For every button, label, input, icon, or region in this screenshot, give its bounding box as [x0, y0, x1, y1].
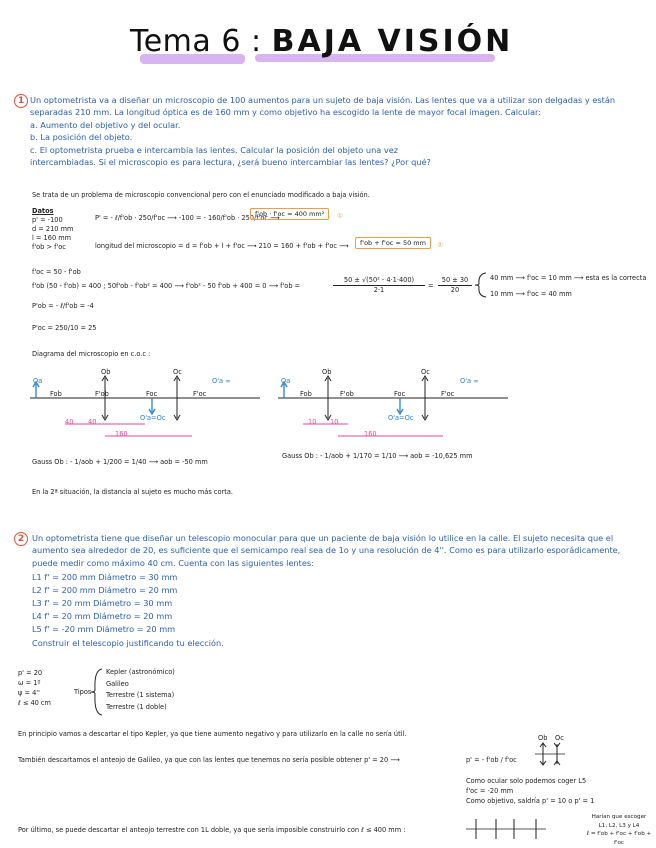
result-box-1: f'ob · f'oc = 400 mm²: [250, 208, 329, 220]
lens-item: L1 f' = 200 mm Diámetro = 30 mm: [32, 572, 178, 583]
dato: ψ = 4'': [18, 689, 40, 697]
frac2-den: 20: [450, 286, 460, 294]
side-note: L1, L2, L3 y L4: [598, 822, 640, 829]
d1-fob: Fob: [50, 390, 62, 398]
result-box-2: f'ob + f'oc = 50 mm: [355, 237, 431, 249]
dato: p' = 20: [18, 669, 43, 677]
datos-label: Datos: [32, 207, 54, 215]
p1-intro: Se trata de un problema de microscopio convencional pero con el enunciado modificado a baja visión.: [32, 191, 370, 199]
p2-side-notes: [466, 776, 594, 806]
lens-item: L5 f' = -20 mm Diámetro = 20 mm: [32, 624, 176, 635]
d1-fpoc: F'oc: [193, 390, 207, 398]
p1-line: c. El optometrista prueba e intercambia las lentes. Calcular la posición del objeto una vez: [30, 144, 399, 155]
d1-dist-3: 160: [115, 430, 128, 438]
p1-line: a. Aumento del objetivo y del ocular.: [30, 119, 181, 130]
d2-fpoc: F'oc: [441, 390, 455, 398]
side-note: ℓ = f'ob + f'oc + f'ob + f'oc: [586, 831, 652, 846]
tipo-item: Terrestre (1 sistema): [106, 691, 175, 699]
brace-icon: [474, 272, 488, 298]
p1-eq4: f'ob (50 - f'ob) = 400 ; 50f'ob - f'ob² = 400 ⟶ f'ob² - 50 f'ob + 400 = 0 ⟶ f'ob =: [32, 282, 301, 290]
d2-fpob: F'ob: [340, 390, 354, 398]
d2-dist-3: 160: [364, 430, 377, 438]
p2-line2-eq: p' = - f'ob / f'oc: [466, 756, 517, 764]
dato: l = 160 mm: [32, 234, 72, 242]
p2-line1: En principio vamos a descartar el tipo Kepler, ya que tiene aumento negativo y para utilizarlo en la calle no sería útil.: [18, 730, 407, 738]
frac-den: 2·1: [373, 286, 385, 294]
problem-2-number: 2: [14, 532, 28, 546]
d1-oc: Oc: [173, 368, 182, 376]
title-main: BAJA VISIÓN: [271, 24, 514, 59]
p2-datos: [18, 668, 51, 708]
p2-side-notes-2: [584, 813, 654, 847]
p2-line2: También descartamos el anteojo de Galileo, ya que con las lentes que tenemos no sería posible obtener p' = 20 ⟶: [18, 756, 400, 764]
p1-eq2: longitud del microscopio = d = f'ob + l + f'oc ⟶ 210 = 160 + f'ob + f'oc ⟶: [95, 242, 349, 250]
sol-1: 40 mm ⟶ f'oc = 10 mm ⟶ esta es la correcta: [490, 274, 647, 282]
p1-datos: [32, 207, 73, 252]
p1-line: intercambiadas. Si el microscopio es para lectura, ¿será bueno intercambiar las lentes? ¿Por qué?: [30, 157, 431, 168]
d2-fob: Fob: [300, 390, 312, 398]
side-note: f'oc = -20 mm: [466, 787, 514, 795]
dato: p' = -100: [32, 216, 63, 224]
title-prefix: Tema 6: [130, 24, 241, 59]
diagram-label: Diagrama del microscopio en c.o.c :: [32, 350, 151, 358]
frac-num: 50 ± √(50² - 4·1·400): [333, 276, 425, 286]
d2-image-label: O'a=Oc: [388, 414, 414, 422]
side-note: Harían que escoger: [591, 814, 647, 820]
gauss-2: Gauss Ob : - 1/aob + 1/170 = 1/10 ⟶ aob = -10,625 mm: [282, 452, 473, 460]
lens-item: L3 f' = 20 mm Diámetro = 30 mm: [32, 598, 173, 609]
d2-foc: Foc: [394, 390, 406, 398]
lens-item: L2 f' = 200 mm Diámetro = 20 mm: [32, 585, 178, 596]
galileo-lenses-sketch: [535, 742, 565, 766]
p1-conclusion: En la 2ª situación, la distancia al sujeto es mucho más corta.: [32, 488, 233, 496]
d1-foc: Foc: [146, 390, 158, 398]
tipo-item: Kepler (astronómico): [106, 668, 175, 676]
p1-eq5: P'ob = - ℓ/f'ob = -4: [32, 302, 94, 310]
sol-2: 10 mm ⟶ f'oc = 40 mm: [490, 290, 572, 298]
p1-eq6: P'oc = 250/10 = 25: [32, 324, 97, 332]
dato: d = 210 mm: [32, 225, 74, 233]
gauss-1: Gauss Ob : - 1/aob + 1/200 = 1/40 ⟶ aob = -50 mm: [32, 458, 208, 466]
problem-1-number: 1: [14, 94, 28, 108]
dato: ω = 1º: [18, 679, 41, 687]
d2-left-label: Oa: [281, 377, 291, 385]
p1-eq4-frac: [333, 276, 425, 295]
d1-fpob: F'ob: [95, 390, 109, 398]
p1-eq4-frac2: [438, 276, 472, 295]
terrestrial-lenses-sketch: [466, 816, 546, 842]
p2-line: Un optometrista tiene que diseñar un telescopio monocular para que un paciente de baja visión lo utilice en la calle. El sujeto necesita que el: [32, 533, 614, 543]
p1-line: b. La posición del objeto.: [30, 132, 133, 143]
d1-dist-2: 40: [88, 418, 97, 426]
problem-1-statement: [30, 94, 646, 168]
side-note: Como objetivo, saldría p' = 10 o p' = 1: [466, 797, 595, 805]
p1-eq3: f'oc = 50 - f'ob: [32, 268, 81, 276]
frac2-num: 50 ± 30: [438, 276, 472, 286]
eq-sign: =: [428, 282, 434, 290]
dato: ℓ ≤ 40 cm: [18, 699, 51, 707]
brace-icon: [90, 668, 104, 716]
lens-list: [32, 571, 648, 636]
d2-oc: Oc: [421, 368, 430, 376]
p2-construct: Construir el telescopio justificando tu elección.: [32, 638, 224, 649]
box1-tag: ①: [337, 212, 343, 220]
lens-oc-label: Oc: [555, 734, 564, 742]
title-colon: :: [250, 24, 262, 59]
d1-right-label: O'a ∞: [212, 377, 231, 385]
page-title: [130, 24, 513, 59]
side-note: Como ocular solo podemos coger L5: [466, 777, 587, 785]
d1-dist-1: 40: [65, 418, 74, 426]
tipos-label: Tipos: [74, 688, 92, 696]
p1-line: Un optometrista va a diseñar un microscopio de 100 aumentos para un sujeto de baja visión. Las lentes que va a utilizar son delgadas y están: [30, 95, 616, 105]
d2-dist-2: 10: [330, 418, 339, 426]
p2-line3: Por último, se puede descartar el anteojo terrestre con 1L doble, ya que sería imposible construirlo con ℓ ≤ 400 mm :: [18, 826, 406, 834]
d1-left-label: Oa: [33, 377, 43, 385]
tipo-item: Galileo: [106, 679, 129, 688]
lens-ob-label: Ob: [538, 734, 548, 742]
dato: f'ob > f'oc: [32, 243, 66, 251]
d1-image-label: O'a=Oc: [140, 414, 166, 422]
d2-ob: Ob: [322, 368, 332, 376]
d2-right-label: O'a ∞: [460, 377, 479, 385]
p2-line: puede medir como máximo 40 cm. Cuenta con las siguientes lentes:: [32, 557, 314, 568]
problem-2-statement: [32, 532, 648, 650]
box2-tag: ②: [437, 241, 443, 249]
lens-item: L4 f' = 20 mm Diámetro = 20 mm: [32, 611, 173, 622]
p1-eq1: P' = - ℓ/f'ob · 250/f'oc ⟶ -100 = - 160/f'ob · 250/f'oc ⟶: [95, 214, 280, 222]
d1-ob: Ob: [101, 368, 111, 376]
d2-dist-1: 10: [308, 418, 317, 426]
tipo-item: Terrestre (1 doble): [106, 702, 167, 711]
tipos-list: [106, 667, 175, 713]
p1-line: separadas 210 mm. La longitud óptica es de 160 mm y como objetivo ha escogido la lente de mayor focal imagen. Calcular:: [30, 107, 541, 118]
p2-line: aumento sea alrededor de 20, es suficiente que el semicampo real sea de 1o y una resolución de 4''. Como es para utilizarlo esporádicamente,: [32, 545, 621, 556]
